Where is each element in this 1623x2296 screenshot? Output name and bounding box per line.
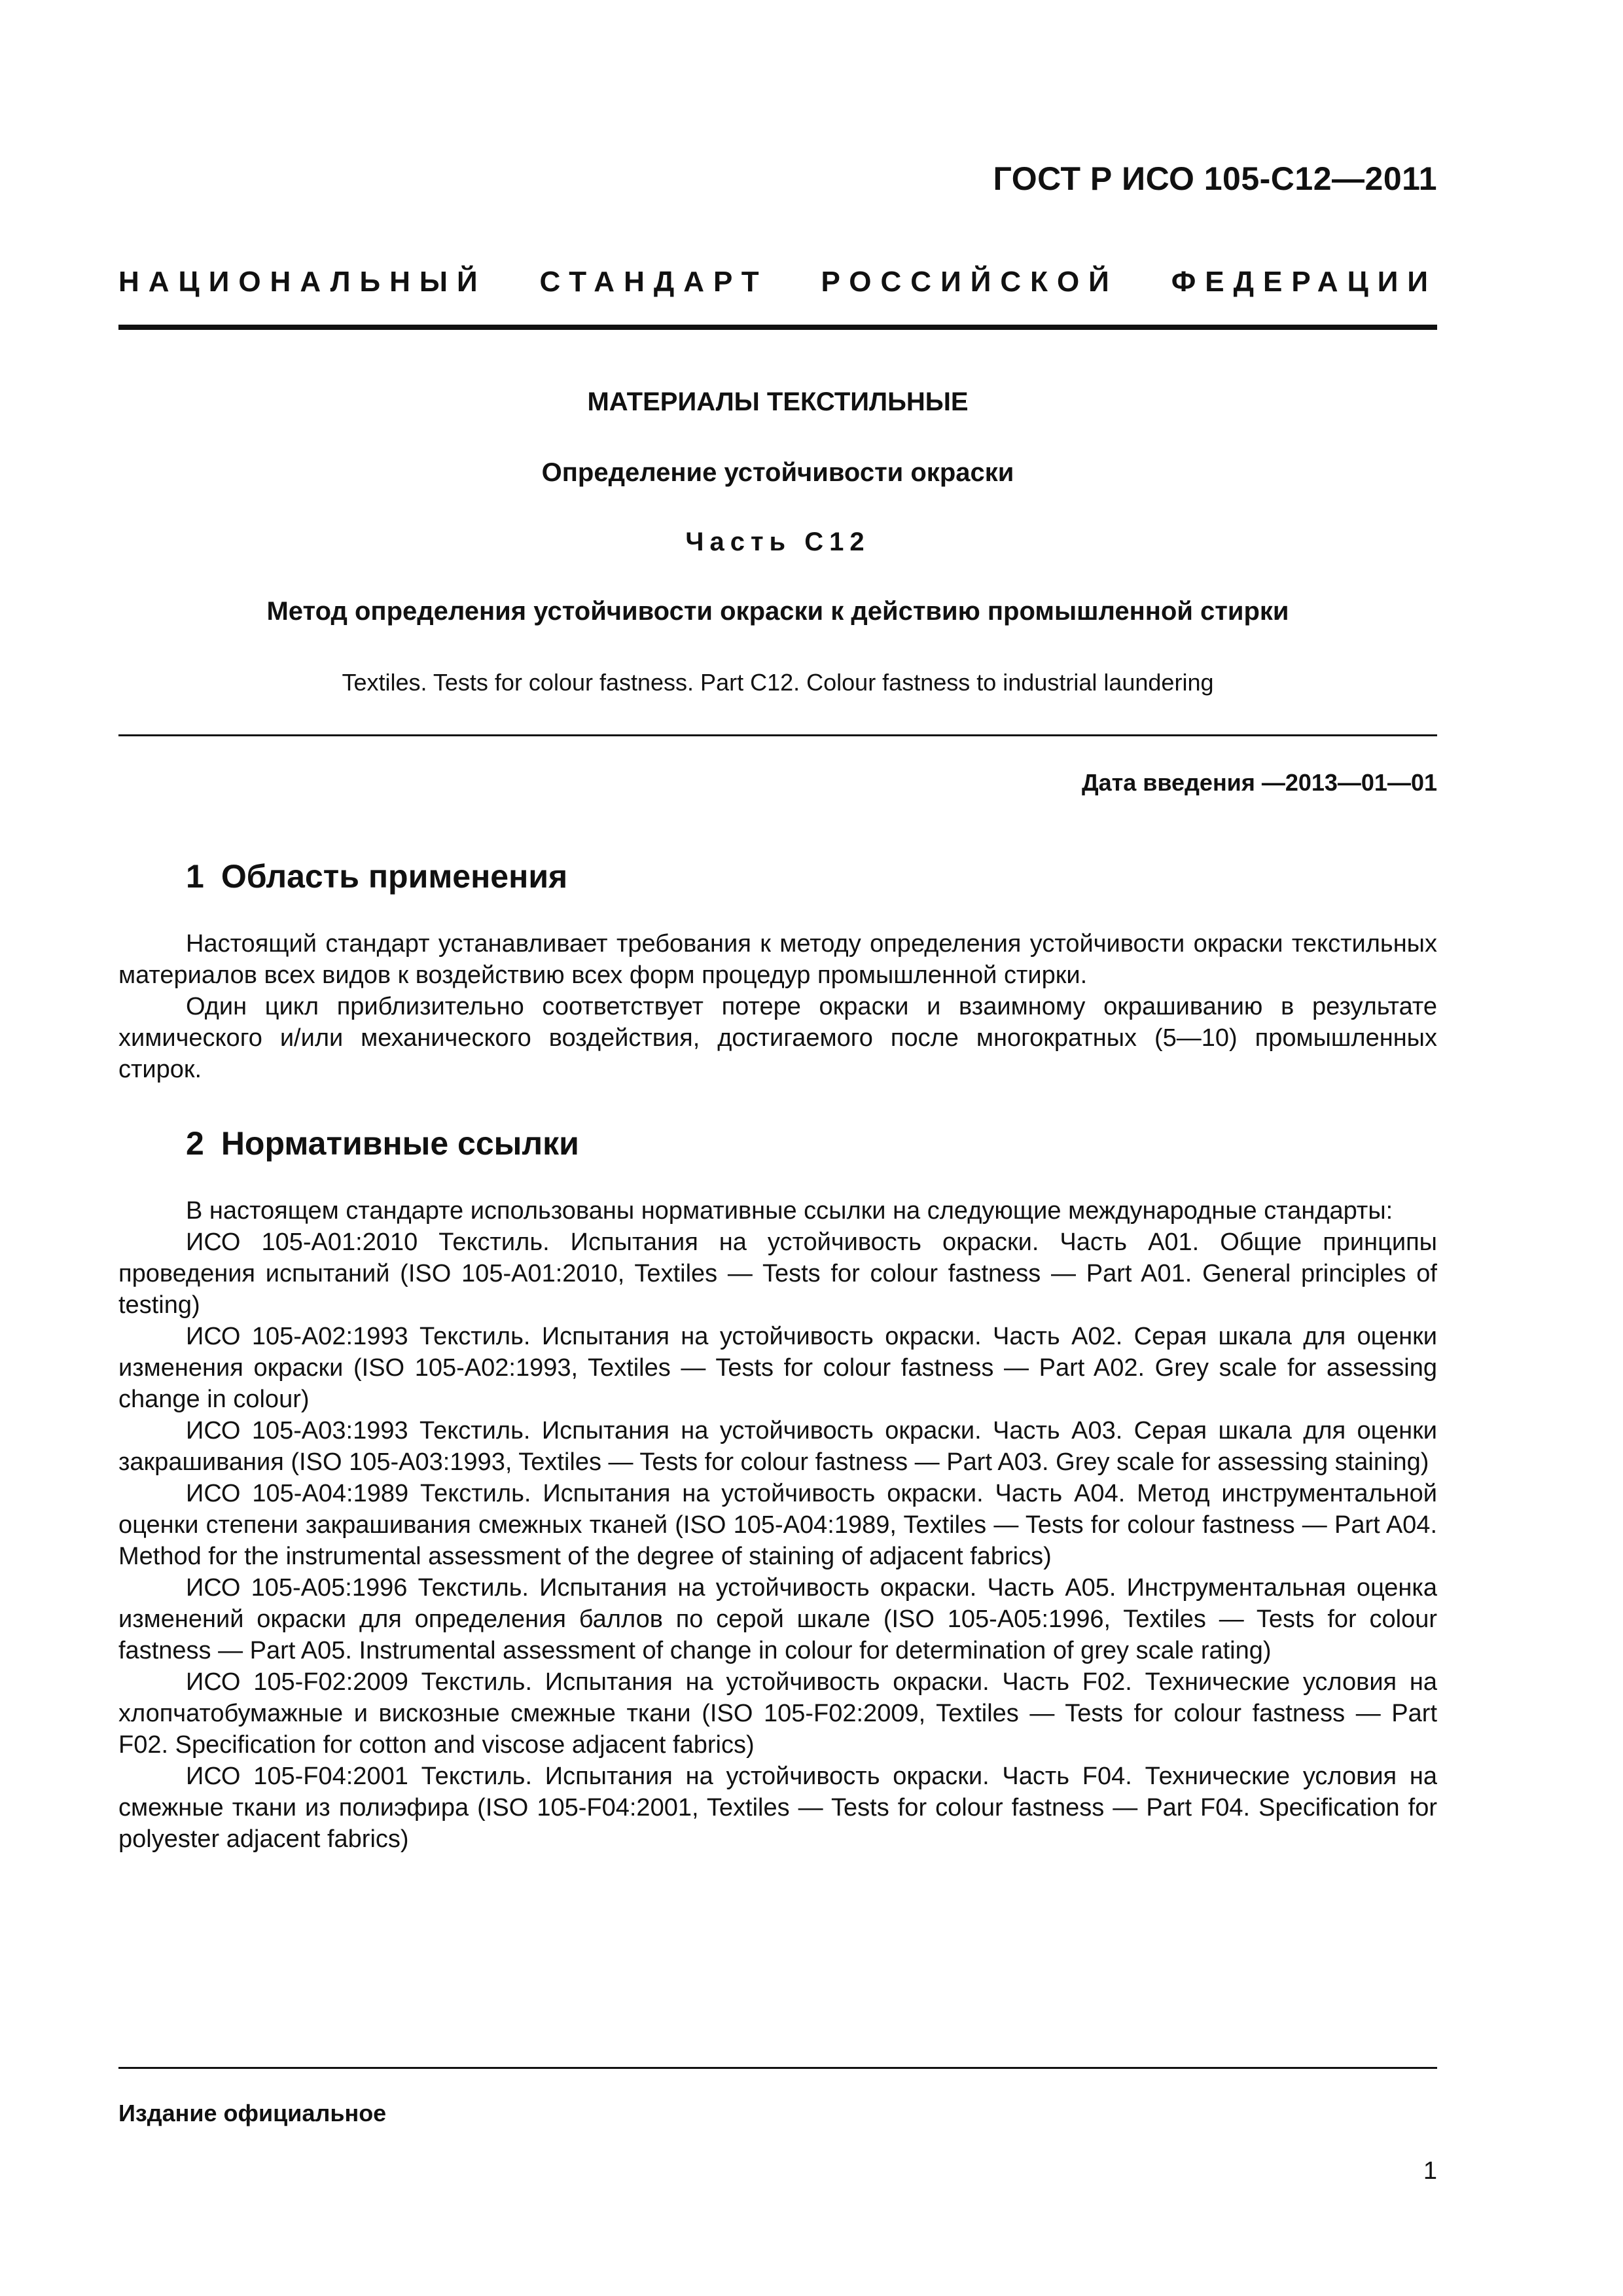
- reference-item: ИСО 105-А05:1996 Текстиль. Испытания на устойчивость окраски. Часть А05. Инструментальная оценка изменений окраски для определения баллов по серой шкале (ISO 105-A05:1996, Textiles — Tests for colour fastness — Part A05. Instrumental assessment of change in colour for determination of grey scale rating): [118, 1574, 1437, 1664]
- paragraph: Настоящий стандарт устанавливает требования к методу определения устойчивости окраски текстильных материалов всех видов к воздействию всех форм процедур промышленной стирки.: [118, 930, 1437, 989]
- official-edition-label: Издание официальное: [118, 2100, 387, 2126]
- section-2-heading: [186, 1124, 579, 1162]
- banner-word-1: НАЦИОНАЛЬНЫЙ: [118, 266, 487, 298]
- banner-word-4: ФЕДЕРАЦИИ: [1171, 266, 1437, 298]
- banner-word-2: СТАНДАРТ: [539, 266, 768, 298]
- section-2-title: Нормативные ссылки: [221, 1125, 579, 1162]
- reference-item: ИСО 105-F04:2001 Текстиль. Испытания на устойчивость окраски. Часть F04. Технические условия на смежные ткани из полиэфира (ISO 105-F04:2001, Textiles — Tests for colour fastness — Part F04. Specification for polyester adjacent fabrics): [118, 1763, 1437, 1853]
- section-2-number: 2: [186, 1125, 204, 1162]
- reference-item: ИСО 105-А03:1993 Текстиль. Испытания на устойчивость окраски. Часть А03. Серая шкала для оценки закрашивания (ISO 105-A03:1993, Textiles — Tests for colour fastness — Part A03. Grey scale for assessing staining): [118, 1417, 1437, 1476]
- paragraph: В настоящем стандарте использованы нормативные ссылки на следующие международные стандарты:: [186, 1197, 1393, 1225]
- reference-item: ИСО 105-А02:1993 Текстиль. Испытания на устойчивость окраски. Часть А02. Серая шкала для оценки изменения окраски (ISO 105-A02:1993, Textiles — Tests for colour fastness — Part A02. Grey scale for assessing change in colour): [118, 1323, 1437, 1413]
- title-line-1: МАТЕРИАЛЫ ТЕКСТИЛЬНЫЕ: [587, 387, 969, 416]
- page-number: 1: [1423, 2157, 1437, 2185]
- title-english: Textiles. Tests for colour fastness. Part C12. Colour fastness to industrial laundering: [342, 669, 1214, 696]
- reference-item: ИСО 105-F02:2009 Текстиль. Испытания на устойчивость окраски. Часть F02. Технические условия на хлопчатобумажные и вискозные смежные ткани (ISO 105-F02:2009, Textiles — Tests for colour fastness — Part F02. Specification for cotton and viscose adjacent fabrics): [118, 1668, 1437, 1759]
- section-1-heading: [186, 857, 567, 895]
- title-line-3: Часть С12: [685, 528, 870, 556]
- title-line-4: Метод определения устойчивости окраски к действию промышленной стирки: [266, 597, 1289, 626]
- reference-item: ИСО 105-А01:2010 Текстиль. Испытания на устойчивость окраски. Часть А01. Общие принципы проведения испытаний (ISO 105-A01:2010, Textiles — Tests for colour fastness — Part A01. General principles of testing): [118, 1229, 1437, 1319]
- title-divider: [118, 734, 1437, 736]
- header-divider: [118, 325, 1437, 330]
- banner-word-3: РОССИЙСКОЙ: [821, 266, 1118, 298]
- introduction-date: Дата введения —2013—01—01: [1081, 769, 1437, 796]
- standard-code: ГОСТ Р ИСО 105-С12—2011: [993, 160, 1437, 197]
- national-standard-banner: [118, 266, 1437, 298]
- paragraph: Один цикл приблизительно соответствует потере окраски и взаимному окрашиванию в результате химического и/или механического воздействия, достигаемого после многократных (5—10) промышленных стирок.: [118, 993, 1437, 1083]
- section-1-body: [118, 928, 1437, 1085]
- reference-item: ИСО 105-А04:1989 Текстиль. Испытания на устойчивость окраски. Часть А04. Метод инструментальной оценки степени закрашивания смежных тканей (ISO 105-A04:1989, Textiles — Tests for colour fastness — Part A04. Method for the instrumental assessment of the degree of staining of adjacent fabrics): [118, 1480, 1437, 1570]
- section-2-body: [118, 1195, 1437, 1855]
- title-line-2: Определение устойчивости окраски: [541, 458, 1014, 487]
- section-1-title: Область применения: [221, 858, 568, 895]
- footer-divider: [118, 2067, 1437, 2069]
- section-1-number: 1: [186, 858, 204, 895]
